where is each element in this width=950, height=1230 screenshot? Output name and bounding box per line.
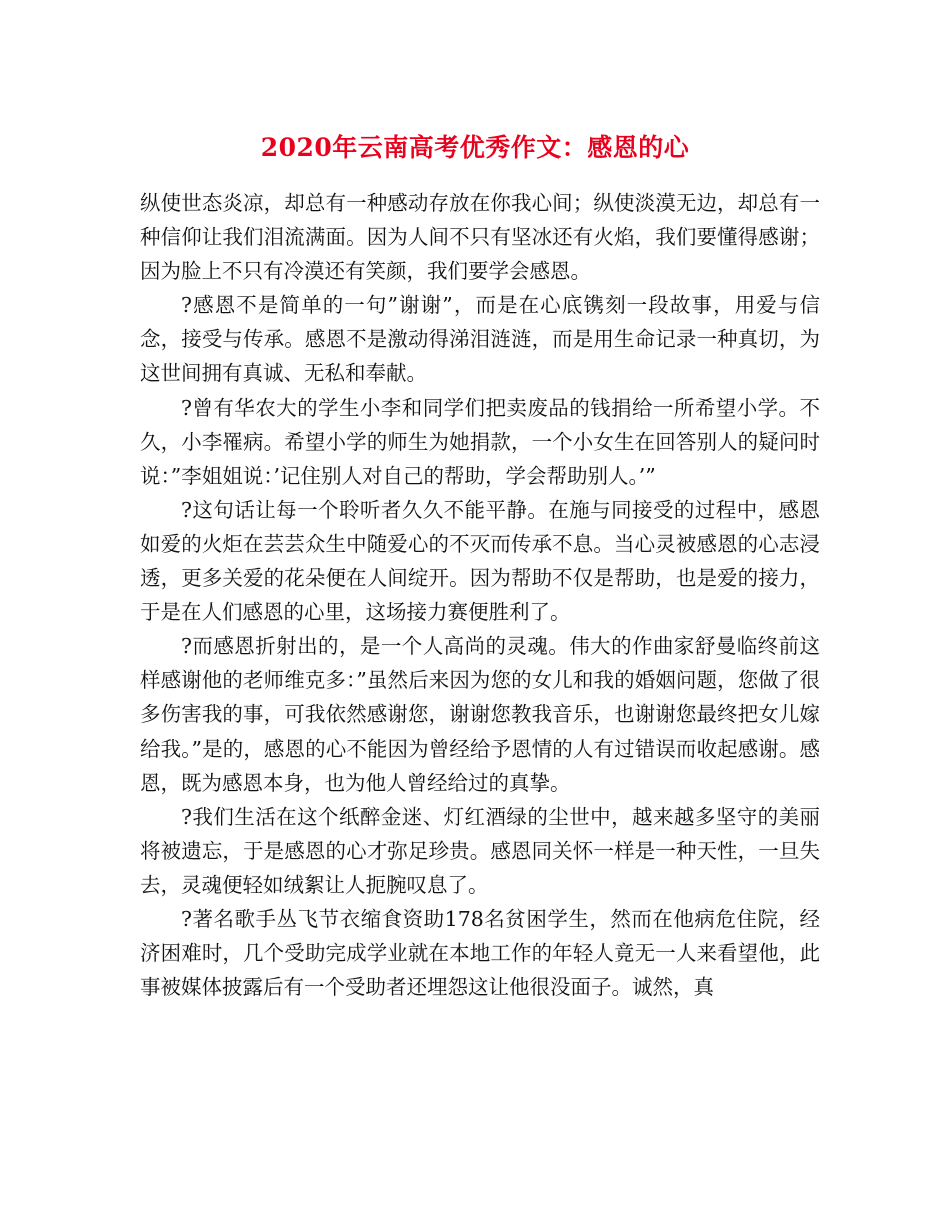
paragraph: ?曾有华农大的学生小李和同学们把卖废品的钱捐给一所希望小学。不久，小李罹病。希望小学的师生为她捐款，一个小女生在回答别人的疑问时说：”李姐姐说：’记住别人对自己的帮助，学会帮助别人。’” bbox=[140, 395, 820, 488]
paragraph: ?我们生活在这个纸醉金迷、灯红酒绿的尘世中，越来越多坚守的美丽将被遗忘，于是感恩的心才弥足珍贵。感恩同关怀一样是一种天性，一旦失去，灵魂便轻如绒絮让人扼腕叹息了。 bbox=[140, 804, 820, 897]
document-title: 2020年云南高考优秀作文：感恩的心 bbox=[260, 133, 690, 162]
paragraph: ?著名歌手丛飞节衣缩食资助178名贫困学生，然而在他病危住院，经济困难时，几个受助完成学业就在本地工作的年轻人竟无一人来看望他，此事被媒体披露后有一个受助者还埋怨这让他很没面子。诚然，真 bbox=[140, 906, 820, 1000]
paragraph: ?这句话让每一个聆听者久久不能平静。在施与同接受的过程中，感恩如爱的火炬在芸芸众生中随爱心的不灭而传承不息。当心灵被感恩的心志浸透，更多关爱的花朵便在人间绽开。因为帮助不仅是帮助，也是爱的接力，于是在人们感恩的心里，这场接力赛便胜利了。 bbox=[140, 497, 820, 625]
paragraph: 纵使世态炎凉，却总有一种感动存放在你我心间；纵使淡漠无边，却总有一种信仰让我们泪流满面。因为人间不只有坚冰还有火焰，我们要懂得感谢；因为脸上不只有冷漠还有笑颜，我们要学会感恩。 bbox=[140, 191, 820, 284]
paragraph: ?而感恩折射出的，是一个人高尚的灵魂。伟大的作曲家舒曼临终前这样感谢他的老师维克多：”虽然后来因为您的女儿和我的婚姻问题，您做了很多伤害我的事，可我依然感谢您，谢谢您教我音乐，也谢谢您最终把女儿嫁给我。”是的，感恩的心不能因为曾经给予恩情的人有过错误而收起感谢。感恩，既为感恩本身，也为他人曾经给过的真挚。 bbox=[140, 634, 820, 795]
document-body bbox=[140, 186, 820, 1004]
paragraph: ?感恩不是简单的一句”谢谢”，而是在心底镌刻一段故事，用爱与信念，接受与传承。感恩不是激动得涕泪涟涟，而是用生命记录一种真切，为这世间拥有真诚、无私和奉献。 bbox=[140, 293, 820, 386]
